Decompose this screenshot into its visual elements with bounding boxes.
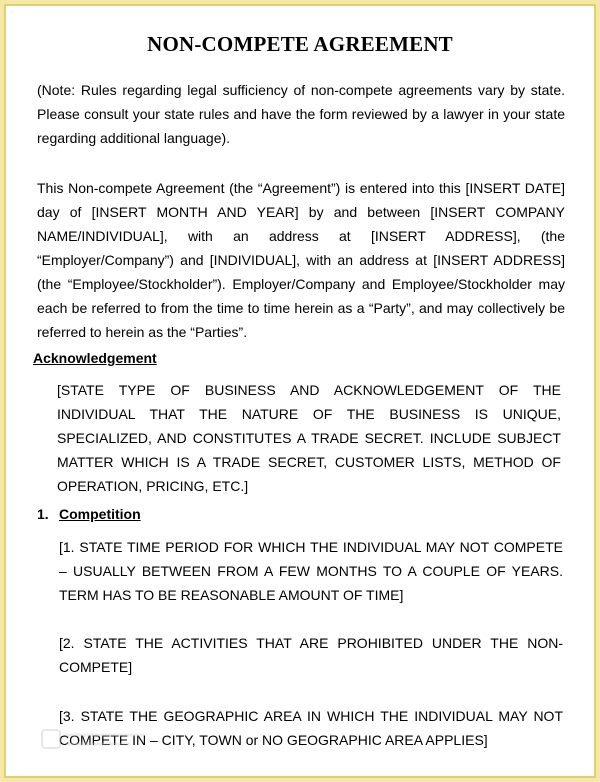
intro-paragraph: This Non-compete Agreement (the “Agreement”) is entered into this [INSERT DATE] day of [INSERT MONTH AND YEAR] by and between [INSERT COMPANY NAME/INDIVIDUAL], with an address at [INSERT ADDRESS], (the “Employer/Company”) and [INDIVIDUAL], with an address at [INSERT ADDRESS] (the “Employee/Stockholder”). Employer/Company and Employee/Stockholder may each be referred to from the time to time herein as a “Party”, and may collectively be referred to herein as the “Parties”. [37,180,565,340]
section-number: 1. [37,506,49,522]
note-paragraph: (Note: Rules regarding legal sufficiency of non-compete agreements vary by state. Please consult your state rules and have the form reviewed by a lawyer in your state regarding additional language). [37,82,565,146]
watermark-icon [40,724,150,754]
competition-clause-1: [1. STATE TIME PERIOD FOR WHICH THE INDIVIDUAL MAY NOT COMPETE – USUALLY BETWEEN FROM A FEW MONTHS TO A COUPLE OF YEARS. TERM HAS TO BE REASONABLE AMOUNT OF TIME] [59,539,563,603]
competition-heading: Competition [59,506,141,522]
document-page [4,4,596,778]
competition-clause-3: [3. STATE THE GEOGRAPHIC AREA IN WHICH THE INDIVIDUAL MAY NOT COMPETE IN – CITY, TOWN or NO GEOGRAPHIC AREA APPLIES] [59,708,563,748]
document-title: NON-COMPETE AGREEMENT [147,32,453,56]
acknowledgement-heading: Acknowledgement [33,350,157,366]
competition-clause-2: [2. STATE THE ACTIVITIES THAT ARE PROHIBITED UNDER THE NON-COMPETE] [59,635,563,675]
acknowledgement-text: [STATE TYPE OF BUSINESS AND ACKNOWLEDGEMENT OF THE INDIVIDUAL THAT THE NATURE OF THE BUSINESS IS UNIQUE, SPECIALIZED, AND CONSTITUTES A TRADE SECRET. INCLUDE SUBJECT MATTER WHICH IS A TRADE SECRET, CUSTOMER LISTS, METHOD OF OPERATION, PRICING, ETC.] [57,382,561,494]
